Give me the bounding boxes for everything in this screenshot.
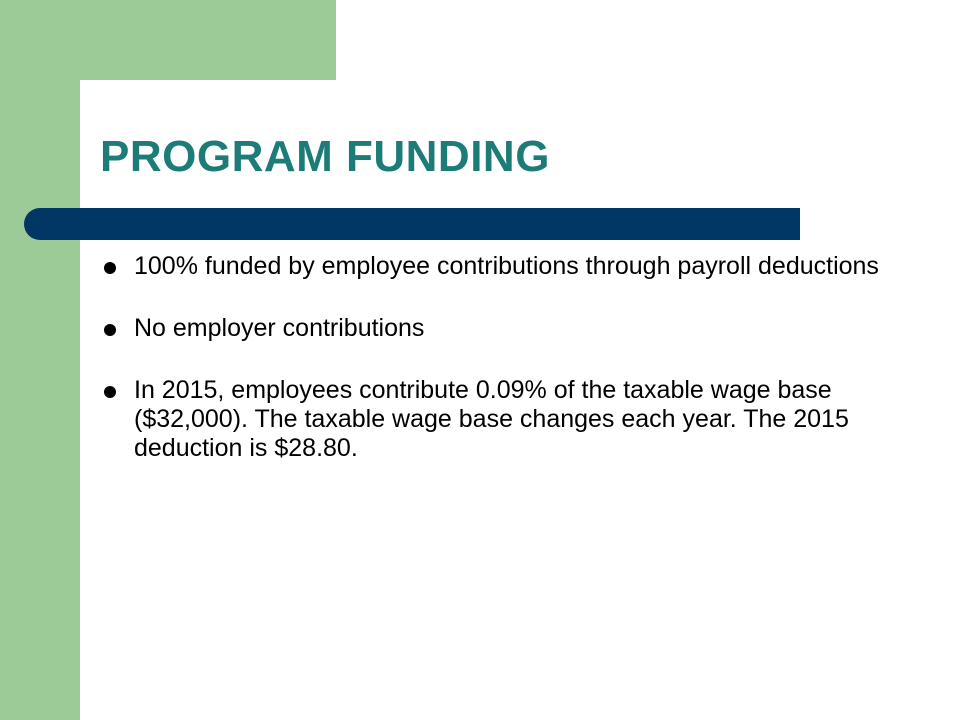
bullet-item-employer	[104, 314, 904, 343]
title-divider	[24, 208, 800, 240]
bullet-text: In 2015, employees contribute 0.09% of the taxable wage base ($32,000). The taxable wage base changes each year. The 2015 deduction is $28.80.	[134, 376, 849, 462]
bullet-text: 100% funded by employee contributions through payroll deductions	[134, 252, 879, 280]
bullet-dot-icon	[104, 324, 116, 336]
bullet-dot-icon	[104, 262, 116, 274]
bullet-item-funding-source	[104, 252, 904, 281]
bullet-dot-icon	[104, 386, 116, 398]
bullet-list	[104, 252, 904, 496]
slide-title: PROGRAM FUNDING	[100, 132, 550, 181]
bullet-item-2015-rate	[104, 376, 904, 463]
bullet-text: No employer contributions	[134, 314, 425, 342]
left-accent-bar	[0, 0, 80, 720]
top-accent-block	[0, 0, 336, 80]
